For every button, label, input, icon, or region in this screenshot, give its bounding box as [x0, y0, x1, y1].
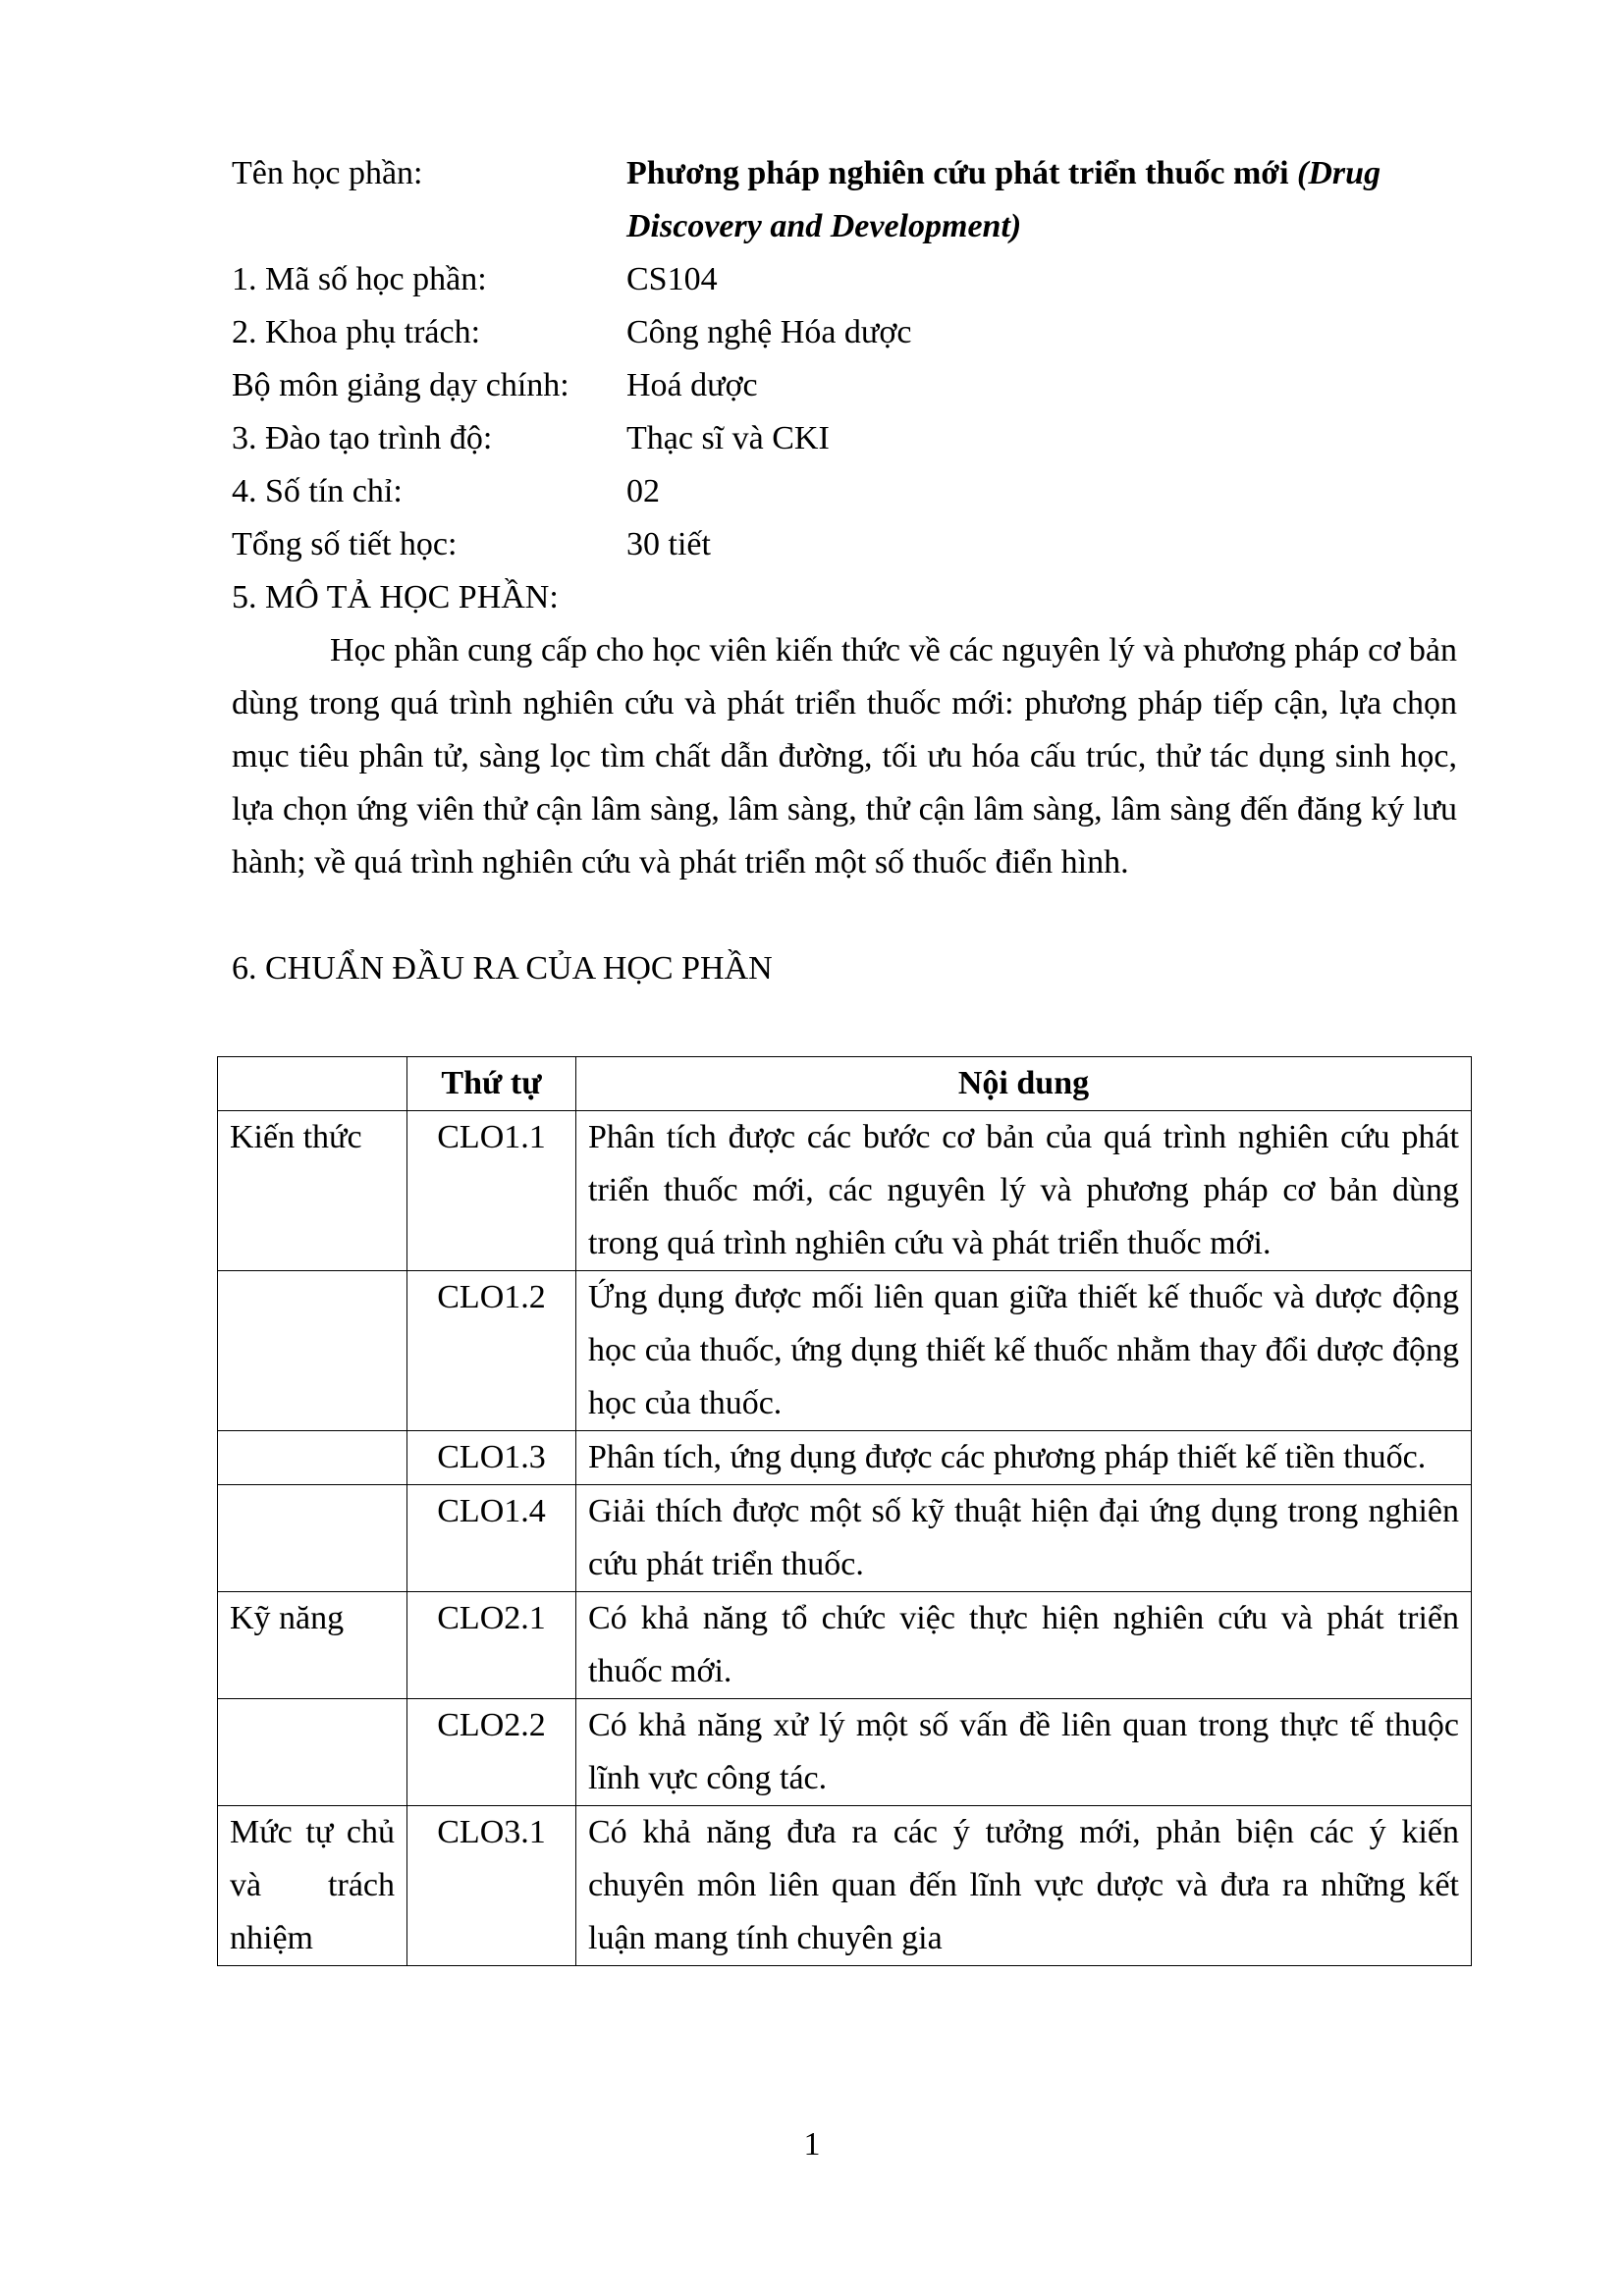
course-title-vi: Phương pháp nghiên cứu phát triển thuốc mới [626, 155, 1289, 191]
row-category: Mức tự chủ và trách nhiệm [218, 1806, 407, 1966]
table-header-category [218, 1057, 407, 1111]
level-row [232, 412, 1459, 465]
clo-content: Có khả năng tổ chức việc thực hiện nghiên cứu và phát triển thuốc mới. [576, 1592, 1472, 1699]
department: Hoá dược [626, 367, 758, 403]
faculty-label: 2. Khoa phụ trách: [232, 314, 481, 350]
section-5-heading: 5. MÔ TẢ HỌC PHẦN: [232, 579, 559, 615]
clo-id: CLO2.1 [407, 1592, 576, 1699]
course-title-label: Tên học phần: [232, 155, 423, 191]
department-row [232, 359, 1459, 412]
course-code-label: 1. Mã số học phần: [232, 261, 487, 297]
table-row [218, 1271, 1472, 1431]
clo-id: CLO1.4 [407, 1485, 576, 1592]
row-category [218, 1485, 407, 1592]
clo-id: CLO3.1 [407, 1806, 576, 1966]
clo-id: CLO2.2 [407, 1699, 576, 1806]
credits: 02 [626, 473, 660, 509]
level: Thạc sĩ và CKI [626, 420, 830, 456]
row-category [218, 1431, 407, 1485]
table-row [218, 1699, 1472, 1806]
table-row [218, 1111, 1472, 1271]
row-category: Kiến thức [218, 1111, 407, 1271]
clo-id: CLO1.1 [407, 1111, 576, 1271]
learning-outcomes-table [217, 1056, 1472, 1966]
course-code: CS104 [626, 261, 718, 297]
section-6-heading: 6. CHUẨN ĐẦU RA CỦA HỌC PHẦN [232, 950, 773, 987]
clo-content: Phân tích, ứng dụng được các phương pháp thiết kế tiền thuốc. [576, 1431, 1472, 1485]
table-row [218, 1592, 1472, 1699]
level-label: 3. Đào tạo trình độ: [232, 420, 493, 456]
faculty: Công nghệ Hóa dược [626, 314, 912, 350]
course-title-row [232, 147, 1459, 253]
department-label: Bộ môn giảng dạy chính: [232, 367, 569, 403]
clo-id: CLO1.3 [407, 1431, 576, 1485]
row-category [218, 1271, 407, 1431]
clo-content: Phân tích được các bước cơ bản của quá trình nghiên cứu phát triển thuốc mới, các nguyên lý và phương pháp cơ bản dùng trong quá trình nghiên cứu và phát triển thuốc mới. [576, 1111, 1472, 1271]
credits-label: 4. Số tín chỉ: [232, 473, 403, 509]
periods-label: Tổng số tiết học: [232, 526, 458, 562]
clo-content: Có khả năng xử lý một số vấn đề liên quan trong thực tế thuộc lĩnh vực công tác. [576, 1699, 1472, 1806]
clo-content: Giải thích được một số kỹ thuật hiện đại ứng dụng trong nghiên cứu phát triển thuốc. [576, 1485, 1472, 1592]
row-category [218, 1699, 407, 1806]
course-title-en: (Drug Discovery and Development) [626, 155, 1381, 244]
credits-row [232, 465, 1459, 518]
table-header-order: Thứ tự [407, 1057, 576, 1111]
table-row [218, 1485, 1472, 1592]
clo-content: Có khả năng đưa ra các ý tưởng mới, phản biện các ý kiến chuyên môn liên quan đến lĩnh vực dược và đưa ra những kết luận mang tính chuyên gia [576, 1806, 1472, 1966]
row-category: Kỹ năng [218, 1592, 407, 1699]
table-row [218, 1806, 1472, 1966]
table-row [218, 1431, 1472, 1485]
clo-content: Ứng dụng được mối liên quan giữa thiết kế thuốc và dược động học của thuốc, ứng dụng thiết kế thuốc nhằm thay đổi dược động học của thuốc. [576, 1271, 1472, 1431]
course-info [232, 147, 1459, 571]
periods-row [232, 518, 1459, 571]
table-header-row [218, 1057, 1472, 1111]
course-description: Học phần cung cấp cho học viên kiến thức về các nguyên lý và phương pháp cơ bản dùng trong quá trình nghiên cứu và phát triển thuốc mới: phương pháp tiếp cận, lựa chọn mục tiêu phân tử, sàng lọc tìm chất dẫn đường, tối ưu hóa cấu trúc, thử tác dụng sinh học, lựa chọn ứng viên thử cận lâm sàng, lâm sàng, thử cận lâm sàng, lâm sàng đến đăng ký lưu hành; về quá trình nghiên cứu và phát triển một số thuốc điển hình. [232, 632, 1457, 881]
table-header-content: Nội dung [576, 1057, 1472, 1111]
clo-id: CLO1.2 [407, 1271, 576, 1431]
faculty-row [232, 306, 1459, 359]
course-code-row [232, 253, 1459, 306]
page-number: 1 [803, 2126, 821, 2163]
periods: 30 tiết [626, 526, 711, 562]
course-title [626, 147, 1459, 253]
